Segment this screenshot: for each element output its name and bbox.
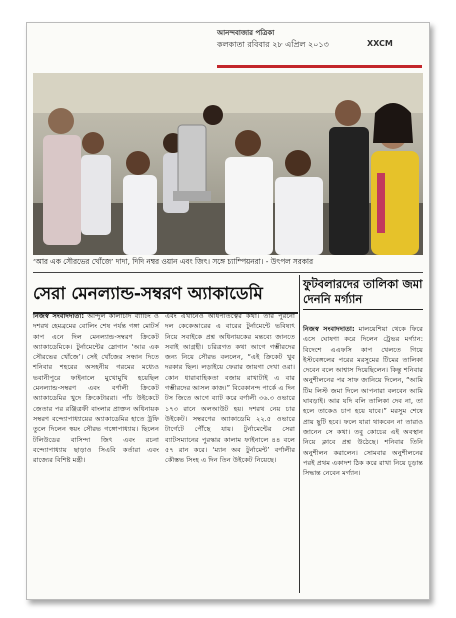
edition-code: XXCM xyxy=(367,39,393,48)
side-column xyxy=(303,324,423,478)
lead-byline: নিজস্ব সংবাদদাতা: xyxy=(33,312,85,320)
lead-headline: সেরা মেনল্যান্ড-সম্বরণ অ্যাকাডেমি xyxy=(33,281,298,314)
photo-people-illustration xyxy=(33,73,423,255)
newspaper-clipping xyxy=(26,22,430,600)
lead-column-2 xyxy=(165,311,295,465)
lead-column-1-text: আন্দুল কালাচাঁদ ব্যাটিং ও দশরথ হেমব্রমের বোলিং শেষ পর্যন্ত গঙ্গা মোটর্স কাপ এনে দিল মেনল্যান্ড-সম্বরণ ক্রিকেট অ্যাকাডেমিকে। টুর্নামেন্টের স্লোগান ‘আর এক সৌরভের খোঁজে’। সেই খোঁজের সন্ধান দিতে শনিবার শহরের অসহনীয় গরমের মধ্যেও ভবানীপুরে ফাইনালে মুখোমুখি হয়েছিল মেনল্যান্ড-সম্বরণ এবং বর্ণালী ক্রিকেট অ্যাকাডেমির খুদে ক্রিকেটাররা। পাঁচ উইকেটে জেতার পর রঞ্জিত্রফী বাংলার প্রাক্তন অধিনায়ক সম্বরণ বন্দ্যোপাধ্যায়ের অ্যাকাডেমির হাতে ট্রফি তুলে দিলেন স্বয়ং সৌরভ গঙ্গোপাধ্যায়। ছিলেন টলিউডের বাসিন্দা জিৎ এবং রচনা বন্দ্যোপাধ্যায় ছাড়াও সিএবি কর্তারা এবং রাজ্যের বিশিষ্ট মন্ত্রী। xyxy=(33,312,159,465)
column-divider xyxy=(299,275,300,593)
lead-column-2-text: এবং এখানেও অধিপতিত্বের কথা। তাঁর পুরনো দল কেকেআরের এ বারের টুর্নামেন্টে ভবিষ্যৎ নিয়ে সবাইকে প্রশ্ন অধিনায়কের মন্তব্যে জানতে সবাই আগ্রহী। চরিত্রগত কথা আগে গম্ভীরদের জন্য নিয়ে সৌরভ বললেন, “এই ক্রিকেট খুব দরকার ছিল। লড়াইয়ে ফেরার জায়গা দেখা ওরা। কোন ধারাবাহিকতা বজায় রাখাটাই এ বার গম্ভীরদের আসল কাজ।” বিবেকানন্দ পার্কে এ দিন টস জিতে আগে ব্যাট করে বর্ণালী ৩৬.৩ ওভারে ১৭৩ রানে অলআউট হয়। দশরথ নেয় চার উইকেট। সম্বরণের অ্যাকাডেমি ২২.৫ ওভারে টার্গেটে পৌঁছে যায়। টুর্নামেন্টের সেরা ব্যাটসম্যানের পুরস্কার কালাম ফাইনালে ৪৪ বলে ৫৭ রান করে। ‘ম্যান অব টুর্নামেন্ট’ বর্ণালীর কৌস্তভ সিংহ এ দিন তিন উইকেট নিয়েছে। xyxy=(165,312,295,465)
trophy-photo xyxy=(33,73,423,255)
side-column-text: মালয়েশিয়া থেকে ফিরে এসে ঘোষণা করে দিলেন ট্রেভর মর্গ্যান: বিদেশে এএফসি কাপ খেলতে গিয়ে ইস্টবেঙ্গলের পরের মরসুমের টিমের তালিকা দেবেন বলে আশ্বাস দিয়েছিলেন। কিন্তু শনিবার অনুশীলনের পর সাফ জানিয়ে দিলেন, “আমি টিম লিস্ট জমা দিলে আপনারা বলবেন আমি ঘাবড়াই। আর যদি বলি তালিকা দেব না, তা হলে তাকেও চাপ হয়ে যাবে।” মরসুম শেষে প্রায় ছুটি হবে। ফলে যারা থাকবেন না তারাও জানেন সে কথা। তবু কোচের এই অবস্থান নিয়ে ক্লাবে প্রশ্ন উঠেছে। শনিবার তিনি অনুশীলন করালেন। সোমবার অনুশীলনের পরই প্রথম একাদশ ঠিক করে রাখা নিয়ে চূড়ান্ত সিদ্ধান্ত নেবেন মর্গ্যান। xyxy=(303,325,423,478)
newspaper-name: আনন্দবাজার পত্রিকা xyxy=(217,29,275,37)
masthead xyxy=(217,27,422,68)
person-woman-yellow xyxy=(371,103,419,255)
trophy xyxy=(173,125,211,201)
photo-caption: ‘আর এক সৌরভের খোঁজে’ দাদা, দিদি নম্বর ওয়ান এবং জিৎ। সঙ্গে চ্যাম্পিয়নরা। - উৎপল সরকার xyxy=(33,257,423,273)
person-left-man xyxy=(43,108,81,245)
person-dark-shirt xyxy=(329,100,369,255)
date-line: কলকাতা রবিবার ২৮ এপ্রিল ২০১৩ xyxy=(217,40,329,49)
lead-column-1 xyxy=(33,311,159,465)
side-headline: ফুটবলারদের তালিকা জমা দেননি মর্গ্যান xyxy=(303,277,423,310)
side-byline: নিজস্ব সংবাদদাতা: xyxy=(303,325,355,333)
